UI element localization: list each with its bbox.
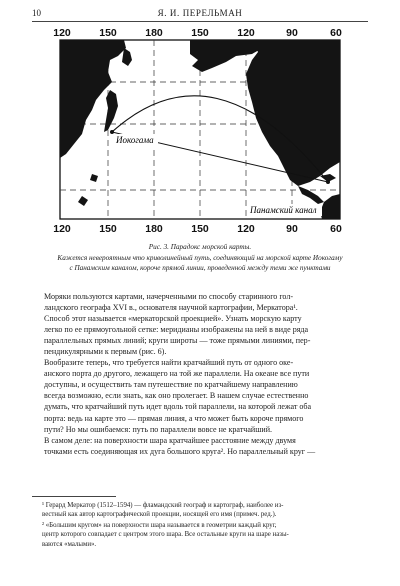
degree-label-top: 150 (99, 27, 117, 39)
footnote-1 (32, 501, 368, 520)
text-line: Моряки пользуются картами, начерченными по способу старинного гол- (44, 292, 294, 301)
caption-line: Кажется невероятным что криволинейный путь, соединяющий на морской карте Иокогаму (57, 253, 343, 262)
running-head: Я. И. ПЕРЕЛЬМАН (157, 8, 243, 18)
text-line: анского порта до другого, лежащего на той же параллели. На океане все пути (44, 369, 310, 379)
degree-label-top: 120 (237, 27, 255, 39)
panama-point (326, 180, 330, 184)
paragraph (32, 357, 368, 434)
label-panama: Панамский канал (250, 205, 317, 215)
degree-label-top: 90 (286, 27, 298, 39)
page-number: 10 (32, 8, 41, 18)
paragraph (32, 435, 368, 457)
degree-label-top: 120 (53, 27, 71, 39)
text-line: доступны, и осуществить там путешествие по кратчайшему направлению (44, 380, 298, 390)
text-line: ландского географа XVI в., основателя научной картографии, Меркатора¹. (44, 303, 298, 313)
footnote-line: ваются «малыми». (42, 540, 97, 548)
footnotes (32, 501, 368, 550)
footnote-line: центр которого совпадает с центром этого шара. Все остальные круги на шаре назы- (42, 531, 289, 539)
top-degree-labels (53, 27, 342, 39)
footnote-rule (32, 496, 116, 497)
degree-label-bottom: 150 (99, 223, 117, 235)
text-line: думать, что кратчайший путь идет вдоль той параллели, на которой лежат оба (44, 402, 312, 412)
text-line: легко по ее прямоугольной сетке: меридианы изображены на ней в виде ряда (44, 325, 309, 335)
yokohama-point (110, 130, 114, 134)
text-line: порта: ведь на карте это — прямая линия, а что может быть короче прямого (44, 413, 304, 423)
caption-title: Рис. 3. Парадокс морской карты. (148, 243, 252, 251)
page-header (32, 8, 368, 20)
text-line: всегда возможно, если знать, как оно пролегает. В нашем случае естественно (44, 391, 309, 401)
bottom-degree-labels (53, 223, 342, 235)
text-line: точками есть соединяющая их дуга большого круга². Но параллельный круг — (44, 446, 316, 456)
degree-label-top: 150 (191, 27, 209, 39)
figure-caption (32, 242, 368, 274)
mercator-map-figure (52, 26, 348, 240)
degree-label-top: 180 (145, 27, 163, 39)
label-yokohama: Иокогама (116, 135, 154, 145)
degree-label-bottom: 120 (53, 223, 71, 235)
text-line: пути? Но мы ошибаемся: путь по параллели вовсе не кратчайший. (44, 424, 273, 434)
footnote-line: вестный как автор картографической проекции, носящей его имя (примеч. ред.). (42, 511, 277, 519)
degree-label-bottom: 90 (286, 223, 298, 235)
footnote-line: ² «Большим кругом» на поверхности шара называется в геометрии каждый круг, (42, 521, 277, 529)
degree-label-bottom: 60 (330, 223, 342, 235)
caption-line: с Панамским каналом, короче прямой линии, проведенной между теми же пунктами (69, 264, 331, 273)
text-line: Вообразите теперь, что требуется найти кратчайший путь от одного оке- (44, 358, 294, 368)
main-text (32, 291, 368, 457)
degree-label-top: 60 (330, 27, 342, 39)
mercator-map (52, 26, 348, 240)
footnote-2 (32, 521, 368, 549)
footnote-line: ¹ Герард Меркатор (1512–1594) — фламандский географ и картограф, наиболее из- (42, 502, 284, 509)
text-line: пендикулярными к первым (рис. 6). (44, 347, 167, 357)
header-rule (32, 21, 368, 22)
degree-label-bottom: 180 (145, 223, 163, 235)
degree-label-bottom: 150 (191, 223, 209, 235)
text-line: В самом деле: на поверхности шара кратчайшее расстояние между двумя (44, 435, 296, 445)
text-line: Способ этот называется «меркаторской проекцией». Узнать морскую карту (44, 314, 302, 324)
text-line: параллельных прямых линий; круги широты — тоже прямыми линиями, пер- (44, 336, 311, 346)
degree-label-bottom: 120 (237, 223, 255, 235)
paragraph (32, 291, 368, 357)
